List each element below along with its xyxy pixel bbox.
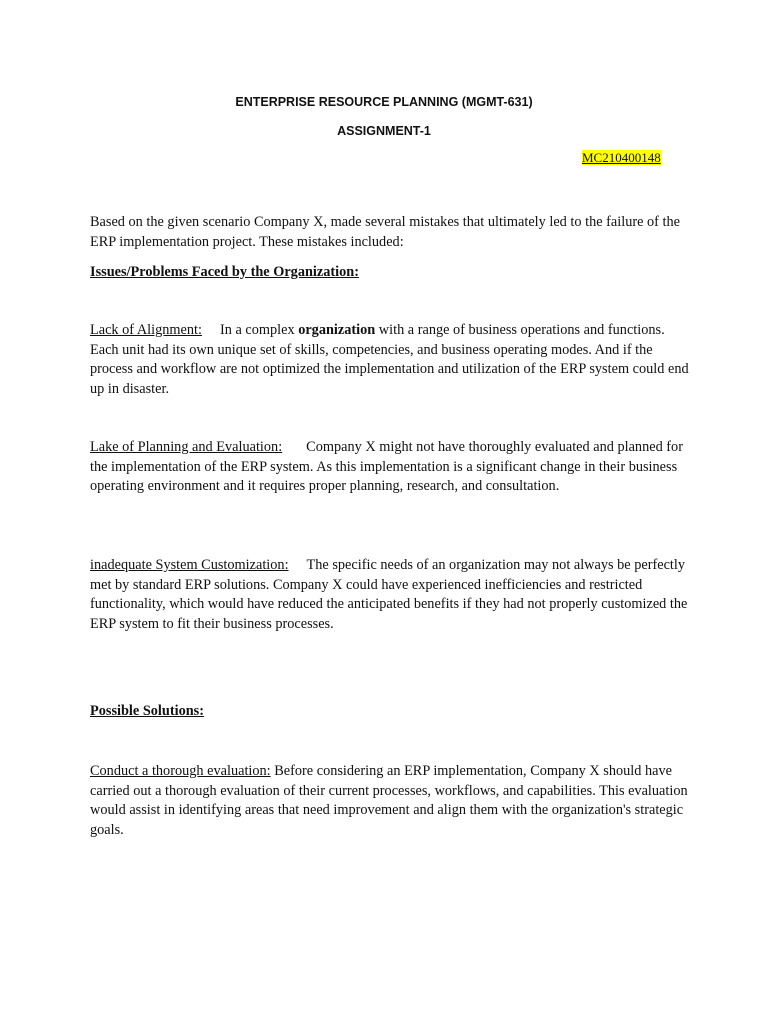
assignment-title: ASSIGNMENT-1 (337, 124, 431, 138)
issues-heading: Issues/Problems Faced by the Organization: (90, 264, 359, 280)
solutions-heading: Possible Solutions: (90, 703, 205, 719)
issue-lack-of-planning (90, 438, 690, 497)
course-title: ENTERPRISE RESOURCE PLANNING (MGMT-631) (235, 95, 533, 109)
issue-bold-word: organization (298, 322, 376, 338)
issue-title: inadequate System Customization: (90, 557, 289, 573)
intro-paragraph: Based on the given scenario Company X, made several mistakes that ultimately led to the failure of the ERP implementation project. These mistakes included: (90, 214, 680, 250)
issue-text: Company X might not have thoroughly evaluated and planned for the implementation of the ERP system. As this implementation is a significant change in their business operating environment and it requires proper planning, research, and consultation. (90, 439, 683, 494)
student-id: MC210400148 (582, 150, 661, 165)
solution-thorough-evaluation (90, 762, 690, 840)
issue-title: Lack of Alignment: (90, 322, 202, 338)
solution-title: Conduct a thorough evaluation: (90, 763, 271, 779)
issue-text: The specific needs of an organization may not always be perfectly met by standard ERP solutions. Company X could have experienced inefficiencies and restricted functionality, which would have reduced the anticipated benefits if they had not properly customized the ERP system to fit their business processes. (90, 557, 688, 632)
issue-lack-of-alignment (90, 321, 690, 399)
issue-text: with a range of business operations and functions. Each unit had its own unique set of skills, competencies, and business operating modes. And if the process and workflow are not optimized the implementation and utilization of the ERP system could end up in disaster. (90, 322, 689, 397)
issue-title: Lake of Planning and Evaluation: (90, 439, 283, 455)
solution-text: Before considering an ERP implementation, Company X should have carried out a thorough evaluation of their current processes, workflows, and capabilities. This evaluation would assist in identifying areas that need improvement and align them with the organization's strategic goals. (90, 763, 688, 838)
issue-text-start: In a complex (219, 322, 299, 338)
issue-inadequate-customization (90, 556, 690, 634)
